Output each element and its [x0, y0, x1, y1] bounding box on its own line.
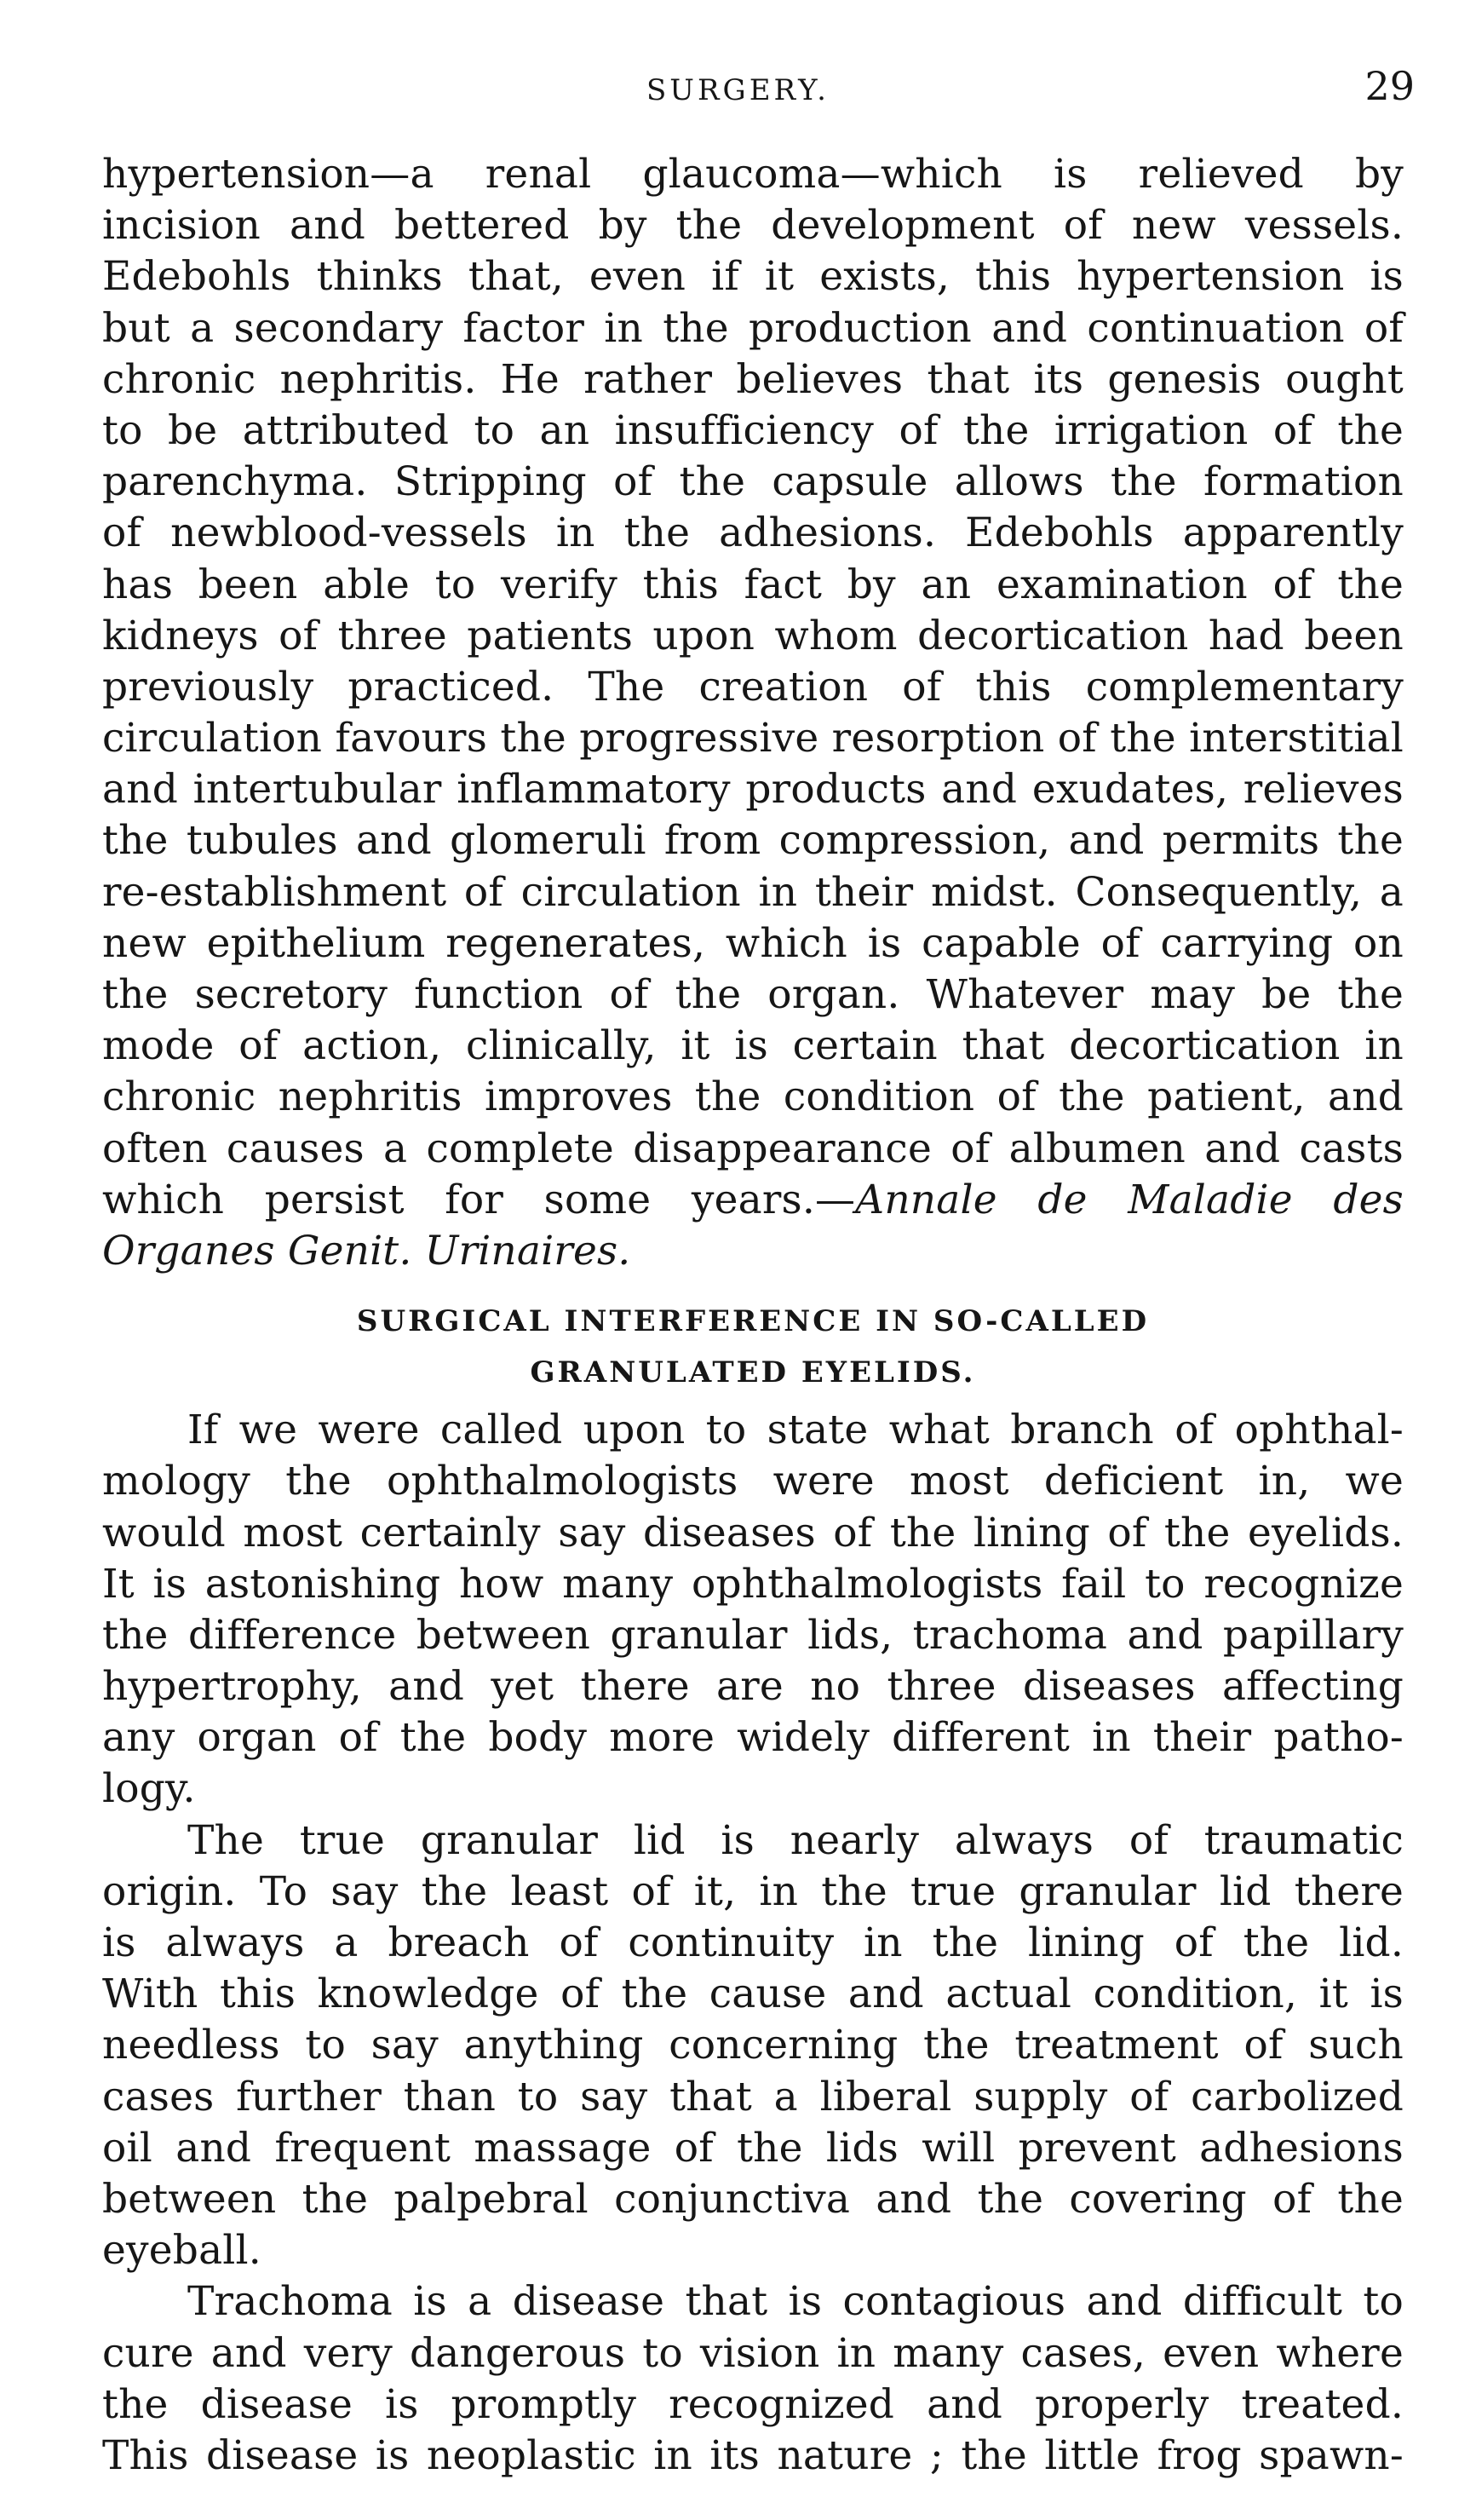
text-line: Edebohls thinks that, even if it exists, this hypertension is [102, 253, 1404, 301]
text-line: The true granular lid is nearly always of traumatic [187, 1816, 1404, 1864]
text-line: but a secondary factor in the production and continuation of [102, 304, 1404, 352]
text-line: origin. To say the least of it, in the true granular lid there [102, 1867, 1404, 1915]
text-line: circulation favours the progressive resorption of the interstitial [102, 715, 1404, 762]
text-line: logy. [102, 1765, 196, 1813]
text-line: parenchyma. Stripping of the capsule allows the formation [102, 458, 1404, 506]
text-line: often causes a complete disappearance of albumen and casts [102, 1125, 1404, 1172]
section-heading-line: SURGICAL INTERFERENCE IN SO-CALLED [356, 1304, 1150, 1339]
text-line: With this knowledge of the cause and actual condition, it is [102, 1971, 1404, 2018]
page-number: 29 [1364, 63, 1415, 109]
text-line: needless to say anything concerning the treatment of such [102, 2022, 1404, 2069]
citation-title: Annale de Maladie des [855, 1176, 1404, 1223]
text-line: any organ of the body more widely different in their patho- [102, 1714, 1404, 1762]
text-line: Trachoma is a disease that is contagious and difficult to [187, 2278, 1404, 2326]
text-line: is always a breach of continuity in the lining of the lid. [102, 1919, 1404, 1966]
paragraph-granular-lid [102, 1815, 1404, 2277]
text-line: mology the ophthalmologists were most deficient in, we [102, 1458, 1404, 1505]
text-line: mode of action, clinically, it is certain that decortication in [102, 1022, 1404, 1070]
text-line: This disease is neoplastic in its nature ; the little frog spawn- [102, 2431, 1404, 2479]
text-line: chronic nephritis improves the condition of the patient, and [102, 1073, 1404, 1121]
running-head [0, 58, 1476, 118]
text-line: cases further than to say that a liberal supply of carbolized [102, 2073, 1404, 2120]
paragraph-renal-decortication [102, 149, 1404, 1277]
text-line: the difference between granular lids, trachoma and papillary [102, 1611, 1404, 1659]
text-line: the secretory function of the organ. Whatever may be the [102, 971, 1404, 1018]
citation-title-continued: Organes Genit. Urinaires. [102, 1227, 631, 1274]
text-line: kidneys of three patients upon whom decortication had been [102, 612, 1404, 659]
text-line: of newblood-vessels in the adhesions. Edebohls apparently [102, 509, 1404, 557]
text-line: If we were called upon to state what branch of ophthal- [187, 1407, 1404, 1454]
paragraph-trachoma [102, 2276, 1404, 2482]
text-line: chronic nephritis. He rather believes that its genesis ought [102, 355, 1404, 403]
text-line: previously practiced. The creation of this complementary [102, 663, 1404, 711]
section-heading [102, 1296, 1404, 1398]
text-line: cure and very dangerous to vision in many cases, even where [102, 2329, 1404, 2377]
text-line: the tubules and glomeruli from compression, and permits the [102, 817, 1404, 865]
text-line: has been able to verify this fact by an examination of the [102, 561, 1404, 608]
text-line: between the palpebral conjunctiva and the covering of the [102, 2175, 1404, 2223]
text-line: the disease is promptly recognized and properly treated. [102, 2380, 1404, 2428]
section-heading-line: GRANULATED EYELIDS. [530, 1355, 976, 1390]
text-line: oil and frequent massage of the lids will prevent adhesions [102, 2124, 1404, 2172]
text-line-citation [102, 1175, 1404, 1226]
text-run: which persist for some years.— [102, 1176, 856, 1223]
text-line: to be attributed to an insufficiency of the irrigation of the [102, 406, 1404, 454]
text-line: would most certainly say diseases of the lining of the eyelids. [102, 1509, 1404, 1556]
body-text [102, 149, 1404, 2482]
text-line: hypertrophy, and yet there are no three diseases affecting [102, 1663, 1404, 1711]
text-line: new epithelium regenerates, which is capable of carrying on [102, 919, 1404, 967]
text-line: and intertubular inflammatory products and exudates, relieves [102, 766, 1404, 814]
text-line: It is astonishing how many ophthalmologists fail to recognize [102, 1560, 1404, 1608]
text-line: hypertension—a renal glaucoma—which is relieved by [102, 151, 1404, 198]
text-line: re-establishment of circulation in their midst. Consequently, a [102, 868, 1404, 916]
text-line: eyeball. [102, 2227, 261, 2275]
text-line: incision and bettered by the development of new vessels. [102, 202, 1404, 250]
paragraph-eyelid-diseases [102, 1405, 1404, 1815]
running-title: SURGERY. [646, 73, 830, 107]
